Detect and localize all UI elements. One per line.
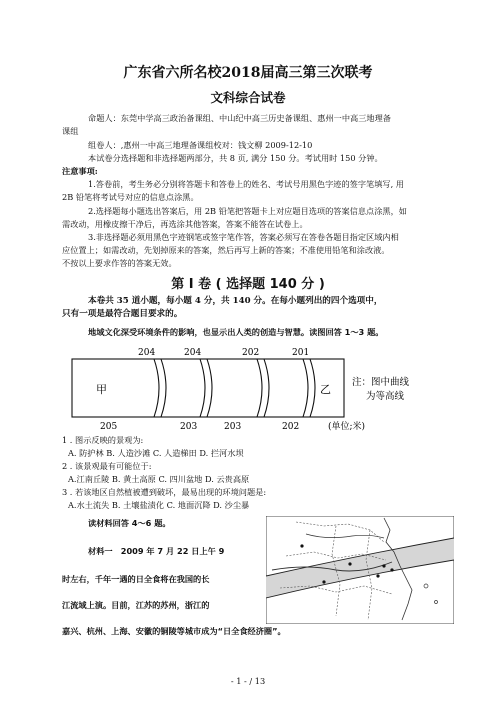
figure-unit: (单位;米) <box>328 422 366 432</box>
region-label-left: 甲 <box>96 383 107 396</box>
note-2: 2.选择题每小题选出答案后，用 2B 铅笔把答题卡上对应题目选项的答案信息点涂黑，如 <box>88 206 407 216</box>
question-1-options: A. 防护林 B. 人造沙滩 C. 人造梯田 D. 拦河水坝 <box>68 448 244 458</box>
section-heading: 第 I 卷 ( 选择题 140 分 ) <box>171 277 325 292</box>
city-dot <box>376 574 379 577</box>
question-2-stem: 2 . 该景观最有可能位于: <box>62 461 152 471</box>
contour-label-top: 202 <box>242 348 260 358</box>
contour-label-bottom: 205 <box>100 422 118 432</box>
question-3-stem: 3 . 若该地区自然植被遭到破坏，最易出现的环境问题是: <box>62 487 267 497</box>
contour-label-bottom: 203 <box>224 422 242 432</box>
city-dot <box>390 568 393 571</box>
city-dot <box>322 580 325 583</box>
notes-heading: 注意事项: <box>62 166 98 176</box>
material-line: 时左右，千年一遇的日全食将在我国的长 <box>62 574 210 584</box>
figure-note: 注：图中曲线 <box>352 377 410 388</box>
exam-info: 本试卷分选择题和非选择题两部分，共 8 页, 满分 150 分。考试用时 150 分钟。 <box>88 153 383 163</box>
city-dot <box>300 544 303 547</box>
section-intro-cont: 只有一项是最符合题目要求的。 <box>62 309 183 319</box>
material-line: 材料一 2009 年 7 月 22 日上午 9 <box>88 546 225 556</box>
note-3: 3.非选择题必须用黑色字迹钢笔或签字笔作答，答案必须写在答卷各题目指定区域内相 <box>88 232 399 242</box>
page-title: 广东省六所名校2018届高三第三次联考 <box>123 65 373 81</box>
material-prompt: 读材料回答 4～6 题。 <box>88 518 171 528</box>
contour-label-bottom: 203 <box>180 422 198 432</box>
contour-label-top: 204 <box>184 348 202 358</box>
page-subtitle: 文科综合试卷 <box>210 90 286 105</box>
contour-label-top: 201 <box>292 348 310 358</box>
note-2-cont: 需改动，用橡皮擦干净后，再选涂其他答案，答案不能答在试卷上。 <box>62 219 308 229</box>
question-2-options: A.江南丘陵 B. 黄土高原 C. 四川盆地 D. 云贵高原 <box>68 474 250 484</box>
contour-label-top: 204 <box>138 348 156 358</box>
authors-line: 命题人：东莞中学高三政治备课组、中山纪中高三历史备课组、惠州一中高三地理备 <box>88 113 391 123</box>
eclipse-map <box>266 516 454 624</box>
contour-label-bottom: 202 <box>282 422 300 432</box>
city-dot <box>348 562 351 565</box>
note-3-cont: 应位置上；如需改动，先划掉原来的答案，然后再写上新的答案；不准使用铅笔和涂改液。 <box>62 245 390 255</box>
contour-figure <box>60 343 440 433</box>
question-3-options: A.水土流失 B. 土壤盐渍化 C. 地面沉降 D. 沙尘暴 <box>68 500 250 510</box>
material-line: 江流域上演。目前，江苏的苏州，浙江的 <box>62 600 210 610</box>
material-line: 嘉兴、杭州、上海、安徽的铜陵等城市成为“日全食经济圈”。 <box>62 626 286 636</box>
section-intro: 本卷共 35 道小题，每小题 4 分，共 140 分。在每小题列出的四个选项中， <box>88 296 383 306</box>
question-1-stem: 1 . 图示反映的景观为: <box>62 435 144 445</box>
city-dot <box>382 564 385 567</box>
page-number: - 1 - / 13 <box>230 676 266 686</box>
note-1-cont: 2B 铅笔将考试号对应的信息点涂黑。 <box>62 192 199 202</box>
figure-frame <box>72 359 344 417</box>
note-1: 1.答卷前，考生务必分别将答题卡和答卷上的姓名、考试号用黑色字迹的签字笔填写, 用 <box>88 179 404 189</box>
reviewers-line: 组卷人：,惠州一中高三地理备课组校对：钱文柳 2009-12-10 <box>88 140 313 150</box>
note-3-cont2: 不按以上要求作答的答案无效。 <box>62 258 177 268</box>
figure-note-cont: 为等高线 <box>366 391 405 402</box>
region-label-right: 乙 <box>320 383 331 396</box>
authors-line-cont: 课组 <box>62 126 79 136</box>
figure-prompt: 地域文化深受环境条件的影响，也显示出人类的创造与智慧。读图回答 1～3 题。 <box>88 327 384 337</box>
